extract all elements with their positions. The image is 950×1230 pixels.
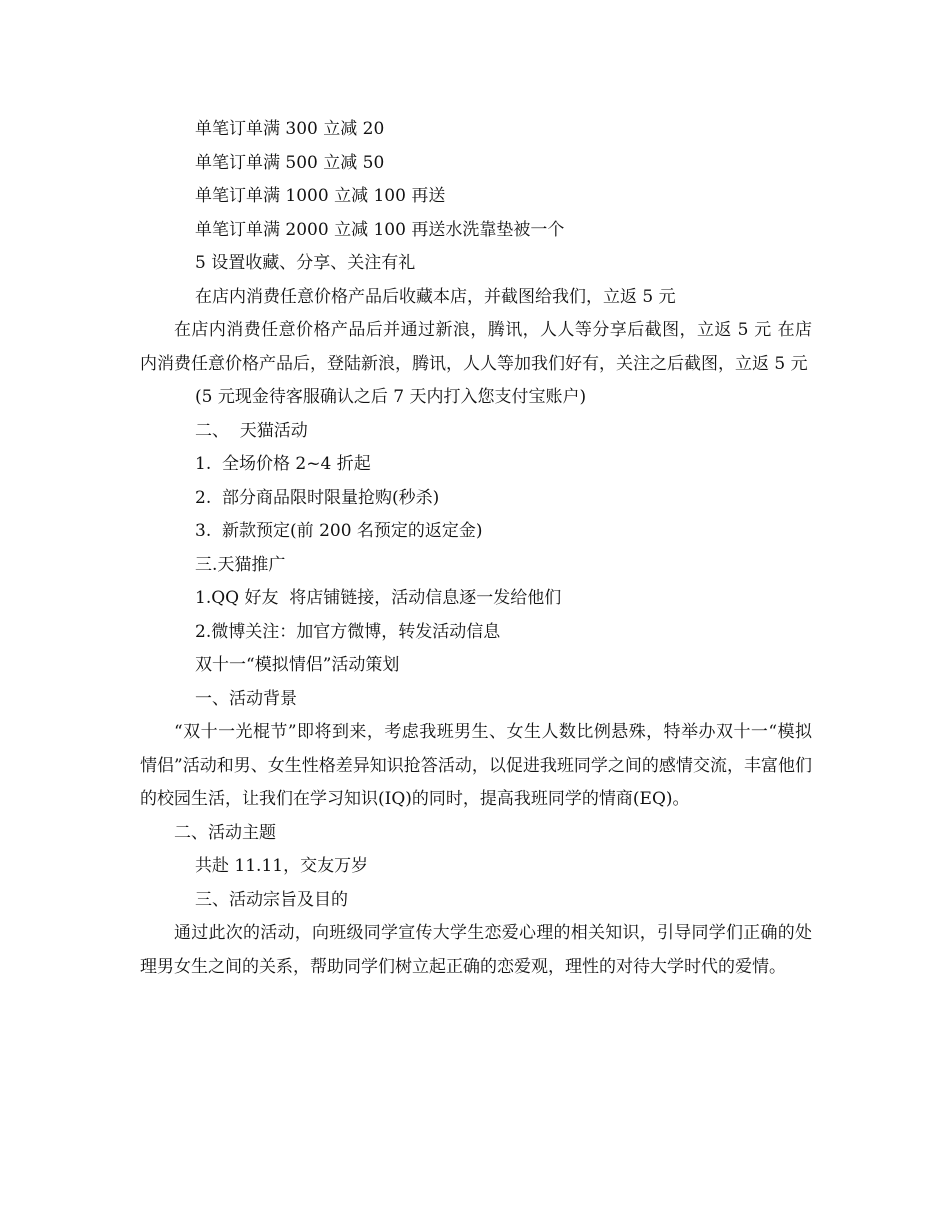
tmall-promo-item-qq: 1.QQ 好友 将店铺链接，活动信息逐一发给他们: [195, 588, 562, 608]
purpose-paragraph: 通过此次的活动，向班级同学宣传大学生恋爱心理的相关知识，引导同学们正确的处理男女生之间的关系，帮助同学们树立起正确的恋爱观，理性的对待大学时代的爱情。: [140, 923, 812, 977]
purpose-title: 三、活动宗旨及目的: [195, 889, 348, 910]
promo-line-1000: 单笔订单满 1000 立减 100 再送: [195, 186, 446, 206]
background-title: 一、活动背景: [195, 688, 297, 709]
tmall-activity-item-1: 1. 全场价格 2~4 折起: [195, 454, 371, 474]
section5-note: (5 元现金待客服确认之后 7 天内打入您支付宝账户): [195, 387, 587, 407]
promo-line-2000: 单笔订单满 2000 立减 100 再送水洗靠垫被一个: [195, 219, 565, 240]
tmall-activity-item-2: 2. 部分商品限时限量抢购(秒杀): [195, 487, 440, 508]
section5-paragraph: 在店内消费任意价格产品后并通过新浪，腾讯，人人等分享后截图，立返 5 元 在店内消费任意价格产品后，登陆新浪，腾讯，人人等加我们好有，关注之后截图，立返 5 元: [140, 320, 812, 374]
theme-title: 二、活动主题: [174, 822, 276, 843]
promo-line-300: 单笔订单满 300 立减 20: [195, 119, 385, 139]
plan-title: 双十一“模拟情侣”活动策划: [195, 655, 400, 675]
tmall-activity-title: 二、 天猫活动: [195, 420, 308, 441]
promo-line-500: 单笔订单满 500 立减 50: [195, 152, 385, 173]
document-body: [140, 113, 812, 984]
tmall-promo-item-weibo: 2.微博关注：加官方微博，转发活动信息: [195, 621, 501, 642]
background-paragraph: “双十一光棍节”即将到来，考虑我班男生、女生人数比例悬殊，特举办双十一“模拟情侣”活动和男、女生性格差异知识抢答活动，以促进我班同学之间的感情交流，丰富他们的校园生活，让我们在学习知识(IQ)的同时，提高我班同学的情商(EQ)。: [140, 722, 812, 809]
tmall-promo-title: 三.天猫推广: [195, 554, 286, 575]
section5-title: 5 设置收藏、分享、关注有礼: [195, 253, 416, 273]
section5-item-collect: 在店内消费任意价格产品后收藏本店，并截图给我们，立返 5 元: [195, 286, 676, 307]
theme-text: 共赴 11.11，交友万岁: [195, 856, 369, 876]
tmall-activity-item-3: 3. 新款预定(前 200 名预定的返定金): [195, 521, 483, 541]
